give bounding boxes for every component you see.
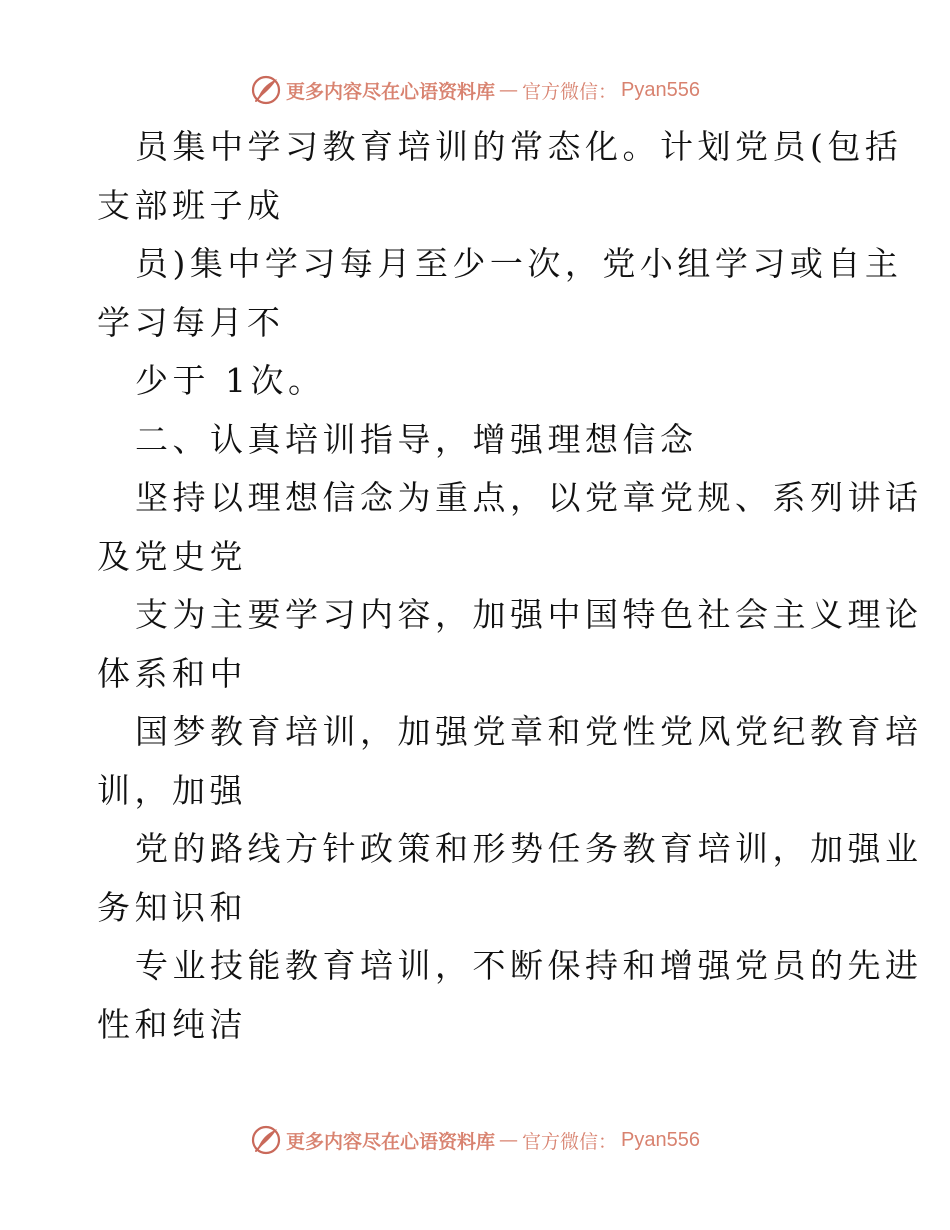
body-line: 性和纯洁: [97, 1004, 247, 1044]
page-footer-banner: [0, 1120, 950, 1160]
body-line: 国梦教育培训，加强党章和党性党风党纪教育培: [135, 712, 923, 751]
footer-banner-text: 更多内容尽在心语资料库: [286, 1130, 496, 1153]
body-line: 党的路线方针政策和形势任务教育培训，加强业: [135, 829, 923, 868]
footer-banner: [250, 1124, 700, 1156]
header-wechat-id: Pyan556: [621, 78, 700, 101]
body-line: 训，加强: [97, 770, 247, 810]
footer-official-label: 官方微信：: [522, 1130, 618, 1153]
document-body: [97, 118, 923, 1054]
body-line: 员)集中学习每月至少一次，党小组学习或自主: [135, 244, 903, 283]
body-line: 体系和中: [97, 653, 247, 693]
quill-logo-icon: [250, 74, 282, 106]
quill-logo-icon: [250, 1124, 282, 1156]
body-line: 及党史党: [97, 536, 247, 576]
body-line: 员集中学习教育培训的常态化。计划党员(包括: [135, 127, 903, 166]
page-header-banner: [0, 70, 950, 110]
footer-wechat-id: Pyan556: [621, 1128, 700, 1151]
body-line: 支为主要学习内容，加强中国特色社会主义理论: [135, 595, 923, 634]
header-banner-text: 更多内容尽在心语资料库: [286, 80, 496, 103]
body-line: 少于 1次。: [135, 361, 326, 400]
header-official-label: 官方微信：: [522, 80, 618, 103]
body-line: 学习每月不: [97, 302, 285, 342]
footer-separator: —: [499, 1129, 519, 1151]
body-line: 专业技能教育培训，不断保持和增强党员的先进: [135, 946, 923, 985]
section-heading: 二、认真培训指导，增强理想信念: [135, 419, 698, 459]
header-banner: [250, 74, 700, 106]
body-line: 坚持以理想信念为重点，以党章党规、系列讲话: [135, 478, 923, 517]
header-separator: —: [499, 79, 519, 101]
body-line: 支部班子成: [97, 185, 285, 225]
body-line: 务知识和: [97, 887, 247, 927]
